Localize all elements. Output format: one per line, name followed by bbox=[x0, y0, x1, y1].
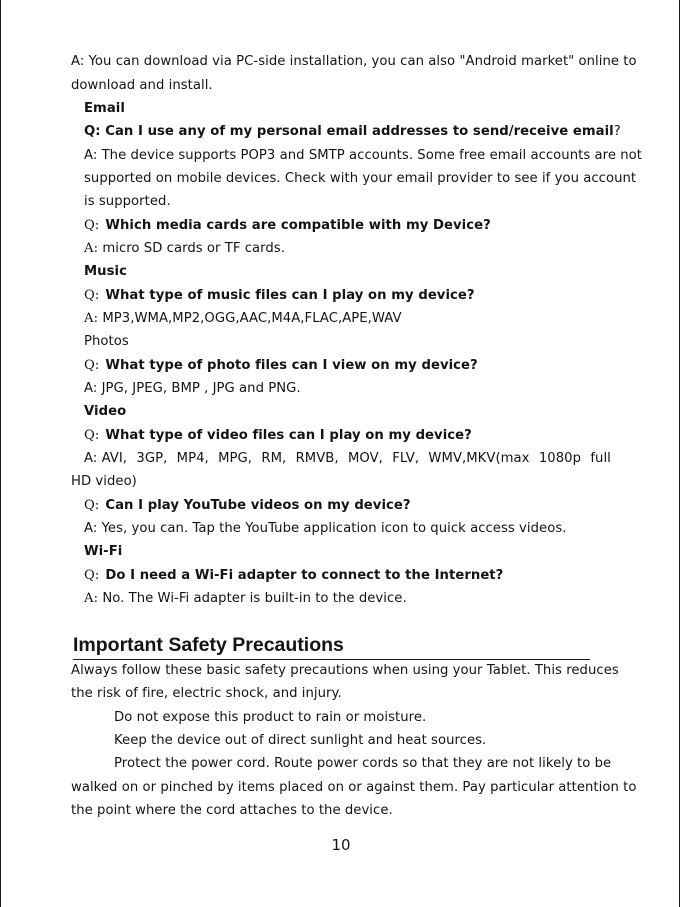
answer-word: full bbox=[590, 451, 611, 466]
faq-question-email-mark: ? bbox=[613, 124, 621, 139]
faq-answer-download-line-1: A: You can download via PC-side installation, you can also "Android market" online to bbox=[71, 54, 637, 69]
faq-answer-media-cards bbox=[84, 240, 285, 258]
question-prefix: Q: bbox=[84, 428, 100, 443]
safety-item-power-cord: Protect the power cord. Route power cords so that they are not likely to be bbox=[114, 756, 612, 771]
section-heading-music: Music bbox=[84, 264, 127, 279]
safety-item-power-cord-cont-2: the point where the cord attaches to the device. bbox=[71, 803, 393, 818]
answer-word: 3GP, bbox=[136, 451, 168, 466]
answer-text: No. The Wi-Fi adapter is built-in to the device. bbox=[102, 591, 407, 606]
faq-answer-youtube: A: Yes, you can. Tap the YouTube application icon to quick access videos. bbox=[84, 521, 567, 536]
answer-word: A: AVI, bbox=[84, 451, 128, 466]
faq-question-photo bbox=[84, 357, 478, 375]
question-prefix: Q: bbox=[84, 568, 100, 583]
faq-answer-download-line-2: download and install. bbox=[71, 78, 213, 93]
faq-answer-email-line-1: A: The device supports POP3 and SMTP accounts. Some free email accounts are not bbox=[84, 148, 642, 163]
faq-question-wifi bbox=[84, 567, 503, 585]
safety-item-rain: Do not expose this product to rain or moisture. bbox=[114, 710, 427, 725]
question-prefix: Q: bbox=[84, 288, 100, 303]
answer-word: MPG, bbox=[218, 451, 253, 466]
section-heading-photos: Photos bbox=[84, 334, 129, 349]
faq-answer-photo: A: JPG, JPEG, BMP , JPG and PNG. bbox=[84, 381, 301, 396]
answer-prefix: A: bbox=[84, 311, 99, 326]
safety-intro-line-1: Always follow these basic safety precautions when using your Tablet. This reduces bbox=[71, 663, 619, 678]
question-text: Which media cards are compatible with my Device? bbox=[105, 218, 491, 233]
faq-question-email bbox=[84, 123, 621, 141]
question-prefix: Q: bbox=[84, 358, 100, 373]
faq-answer-email-line-3: is supported. bbox=[84, 194, 171, 209]
question-text: What type of photo files can I view on my device? bbox=[105, 358, 478, 373]
answer-text: micro SD cards or TF cards. bbox=[102, 241, 285, 256]
section-heading-video: Video bbox=[84, 404, 127, 419]
answer-word: MOV, bbox=[347, 451, 383, 466]
answer-word: RM, bbox=[261, 451, 287, 466]
answer-prefix: A: bbox=[84, 241, 99, 256]
safety-intro-line-2: the risk of fire, electric shock, and injury. bbox=[71, 686, 342, 701]
question-text: Do I need a Wi-Fi adapter to connect to the Internet? bbox=[105, 568, 504, 583]
safety-item-sunlight: Keep the device out of direct sunlight and heat sources. bbox=[114, 733, 487, 748]
safety-item-power-cord-cont-1: walked on or pinched by items placed on or against them. Pay particular attention to bbox=[71, 780, 637, 795]
faq-answer-music bbox=[84, 310, 402, 328]
section-heading-wifi: Wi-Fi bbox=[84, 544, 123, 559]
question-prefix: Q: bbox=[84, 498, 100, 513]
answer-word: 1080p bbox=[538, 451, 582, 466]
question-text: Can I play YouTube videos on my device? bbox=[105, 498, 411, 513]
answer-word: MP4, bbox=[176, 451, 209, 466]
question-prefix: Q: bbox=[84, 218, 100, 233]
faq-answer-email-line-2: supported on mobile devices. Check with your email provider to see if you account bbox=[84, 171, 637, 186]
answer-word: FLV, bbox=[392, 451, 420, 466]
answer-word: RMVB, bbox=[295, 451, 339, 466]
faq-answer-video-line-1 bbox=[84, 450, 611, 468]
question-text: What type of video files can I play on my device? bbox=[105, 428, 472, 443]
faq-question-youtube bbox=[84, 497, 411, 515]
faq-answer-video-line-2: HD video) bbox=[71, 474, 137, 489]
faq-question-media-cards bbox=[84, 217, 491, 235]
section-heading-email: Email bbox=[84, 101, 125, 116]
question-text: What type of music files can I play on my device? bbox=[105, 288, 475, 303]
faq-question-video bbox=[84, 427, 472, 445]
faq-question-music bbox=[84, 287, 475, 305]
faq-answer-wifi bbox=[84, 590, 407, 608]
answer-text: MP3,WMA,MP2,OGG,AAC,M4A,FLAC,APE,WAV bbox=[102, 311, 402, 326]
safety-section-title: Important Safety Precautions bbox=[73, 632, 590, 660]
faq-question-email-text: Q: Can I use any of my personal email addresses to send/receive email bbox=[84, 124, 614, 139]
answer-prefix: A: bbox=[84, 591, 99, 606]
page-number: 10 bbox=[331, 836, 351, 854]
answer-word: WMV,MKV(max bbox=[428, 451, 530, 466]
